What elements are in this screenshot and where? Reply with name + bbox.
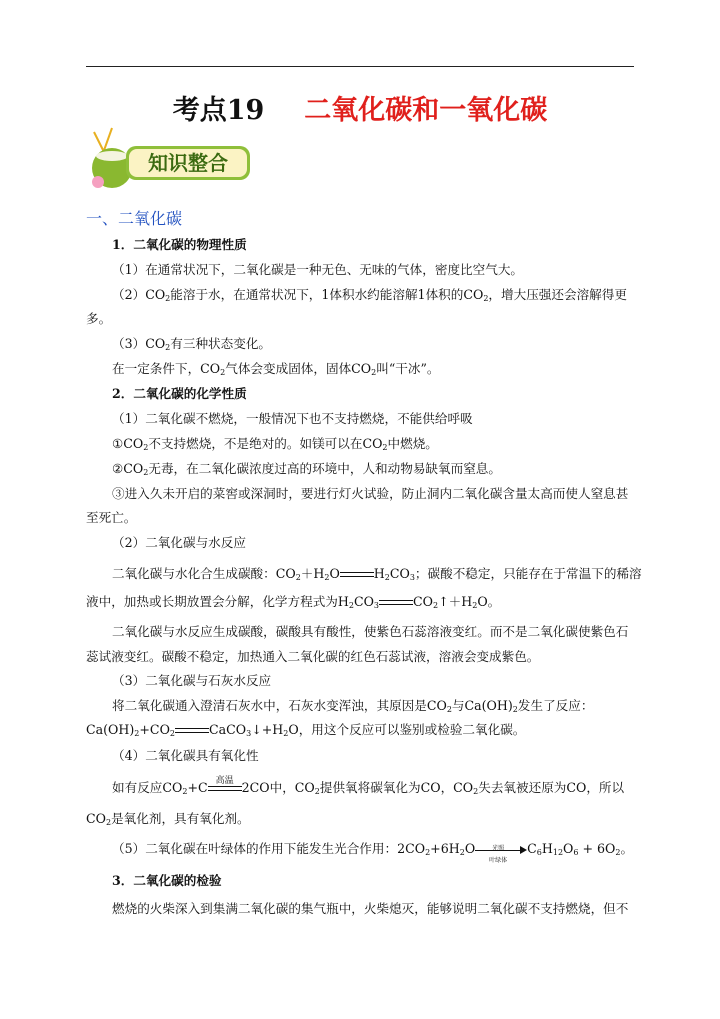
para-dry-ice: 在一定条件下，$CO_2$气体会变成固体，固体$CO_2$叫“干冰”。 <box>112 361 440 377</box>
reaction-arrow-icon: 光照 叶绿体 <box>475 843 527 857</box>
title-topic: 二氧化碳和一氧化碳 <box>304 95 548 126</box>
para-physical-2: $(2)CO_2$能溶于水，在通常状况下，1体积水约能溶解1体积的$CO_2$，增大压强还会溶解得更 <box>112 287 627 303</box>
equals-sign-icon <box>379 598 413 608</box>
para-chem-1a: $①CO_2$不支持燃烧，不是绝对的。如镁可以在$CO_2$中燃烧。 <box>112 436 438 452</box>
para-water-1: 二氧化碳与水化合生成碳酸：$CO_2+H_2O$ $H_2CO_3$；碳酸不稳定，只能存在于常温下的稀溶 <box>112 566 642 582</box>
para-water-title: （2）二氧化碳与水反应 <box>112 535 246 550</box>
equals-sign-icon <box>340 570 374 580</box>
subheading-detection: 3．二氧化碳的检验 <box>112 873 222 888</box>
para-oxid-2: $CO_2$是氧化剂，具有氧化剂。 <box>86 811 250 827</box>
para-oxid-title: （4）二氧化碳具有氧化性 <box>112 748 259 763</box>
para-detection-1: 燃烧的火柴深入到集满二氧化碳的集气瓶中，火柴熄灭，能够说明二氧化碳不支持燃烧，但不 <box>112 901 629 916</box>
para-water-3-cont: 蕊试液变红。碳酸不稳定，加热通入二氧化碳的红色石蕊试液，溶液会变成紫色。 <box>86 649 540 664</box>
para-chem-1: （1）二氧化碳不燃烧，一般情况下也不支持燃烧，不能供给呼吸 <box>112 411 473 426</box>
para-oxid-1: 如有反应$CO_2+C$ 高温 2CO中，$CO_2$提供氧将碳氧化为CO，$CO_2$失去氧被还原为CO，所以 <box>112 775 625 796</box>
para-lime-2: $Ca(OH)_2+CO_2$ $CaCO_3↓+H_2O$，用这个反应可以鉴别或检验二氧化碳。 <box>86 722 526 738</box>
equals-sign-icon <box>175 726 209 736</box>
para-water-2: 液中，加热或长期放置会分解，化学方程式为$H_2CO_3$ $CO_2↑+H_2O$。 <box>86 594 501 610</box>
top-rule <box>86 66 634 67</box>
title-number: 考点19 <box>172 95 265 126</box>
badge-label: 知识整合 <box>148 151 228 175</box>
para-chem-1c-cont: 至死亡。 <box>86 510 137 525</box>
para-water-3: 二氧化碳与水反应生成碳酸，碳酸具有酸性，使紫色石蕊溶液变红。而不是二氧化碳使紫色石 <box>112 624 629 639</box>
equals-sign-icon: 高温 <box>208 784 242 794</box>
para-chem-1b: $②CO_2$无毒，在二氧化碳浓度过高的环境中，人和动物易缺氧而窒息。 <box>112 461 501 477</box>
section-heading-co2: 一、二氧化碳 <box>86 209 183 228</box>
para-chem-1c: ③进入久未开启的菜窖或深洞时，要进行灯火试验，防止洞内二氧化碳含量太高而使人窒息甚 <box>112 486 629 501</box>
para-physical-1: （1）在通常状况下，二氧化碳是一种无色、无味的气体，密度比空气大。 <box>112 262 524 277</box>
para-lime-1: 将二氧化碳通入澄清石灰水中，石灰水变浑浊，其原因是$CO_2$与$Ca(OH)_2$发生了反应： <box>112 698 594 714</box>
para-physical-3: $(3)CO_2$有三种状态变化。 <box>112 336 272 352</box>
knowledge-badge <box>86 126 256 192</box>
para-photosynthesis: （5）二氧化碳在叶绿体的作用下能发生光合作用：$2CO_2+6H_2O$ 光照 叶绿体 $C_6H_{12}O_6 + 6O_2$。 <box>112 841 634 864</box>
page-title <box>0 88 720 127</box>
para-lime-title: （3）二氧化碳与石灰水反应 <box>112 673 272 688</box>
subheading-physical: 1．二氧化碳的物理性质 <box>112 237 247 252</box>
subheading-chemical: 2．二氧化碳的化学性质 <box>112 386 247 401</box>
para-physical-2-cont: 多。 <box>86 311 112 326</box>
